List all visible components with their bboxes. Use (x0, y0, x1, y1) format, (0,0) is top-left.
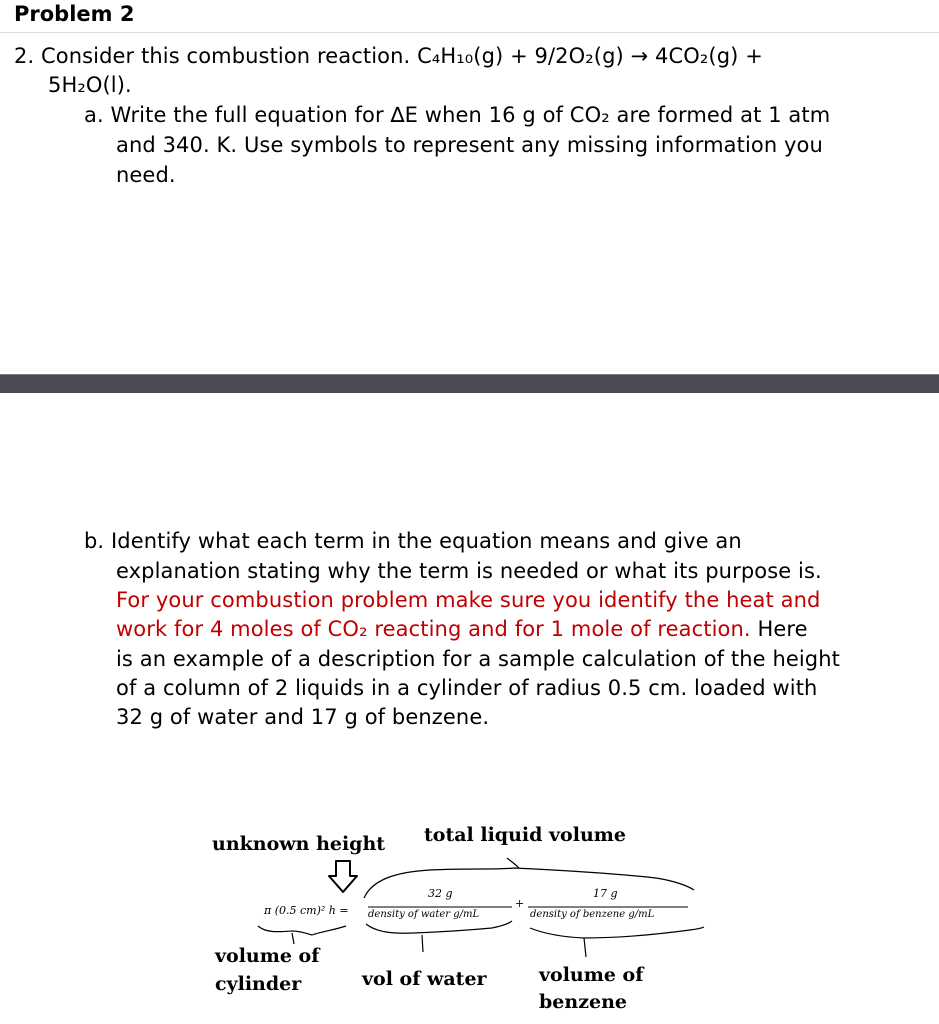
water-brace (366, 921, 512, 933)
benzene-denominator: density of benzene g/mL (530, 909, 655, 920)
problem-title: Problem 2 (14, 2, 135, 26)
water-brace-stem (422, 935, 423, 952)
question-2-line-2: 5H₂O(l). (48, 73, 132, 97)
part-a-line-3: need. (116, 163, 176, 187)
down-arrow-icon (329, 861, 357, 892)
benzene-numerator: 17 g (593, 887, 618, 900)
pointer-tick (507, 858, 519, 868)
part-a-line-2: and 340. K. Use symbols to represent any missing information you (116, 133, 823, 157)
vol-of-water-label: vol of water (362, 968, 487, 990)
water-numerator: 32 g (428, 887, 453, 900)
total-volume-brace (364, 868, 694, 898)
unknown-height-label: unknown height (212, 833, 386, 855)
part-b-line-1: b. Identify what each term in the equation means and give an (84, 529, 742, 553)
plus-sign: + (515, 897, 525, 910)
part-b-line-7: 32 g of water and 17 g of benzene. (116, 705, 490, 729)
part-a-line-1: a. Write the full equation for ∆E when 16 g of CO₂ are formed at 1 atm (84, 103, 831, 127)
part-b-line-6: of a column of 2 liquids in a cylinder of radius 0.5 cm. loaded with (116, 676, 818, 700)
cylinder-expression: π (0.5 cm)² h = (264, 904, 349, 917)
question-2-line-1: 2. Consider this combustion reaction. C₄H₁₀(g) + 9/2O₂(g) → 4CO₂(g) + (14, 44, 763, 68)
volume-of-benzene-label-1: volume of (539, 964, 644, 986)
part-b-here: Here (750, 617, 808, 641)
part-b-red-line-1: For your combustion problem make sure you identify the heat and (116, 588, 821, 612)
water-denominator: density of water g/mL (368, 909, 480, 920)
part-b-line-5: is an example of a description for a sample calculation of the height (116, 647, 840, 671)
volume-of-cylinder-label-2: cylinder (215, 973, 302, 995)
total-liquid-volume-label: total liquid volume (424, 824, 626, 846)
part-b-line-2: explanation stating why the term is needed or what its purpose is. (116, 559, 822, 583)
benzene-brace (530, 927, 704, 938)
part-b-red-line-2: work for 4 moles of CO₂ reacting and for 1 mole of reaction. (116, 617, 751, 641)
volume-of-benzene-label-2: benzene (539, 991, 627, 1013)
volume-of-cylinder-label-1: volume of (215, 945, 320, 967)
benzene-brace-stem (584, 938, 586, 957)
cylinder-brace (258, 926, 346, 935)
